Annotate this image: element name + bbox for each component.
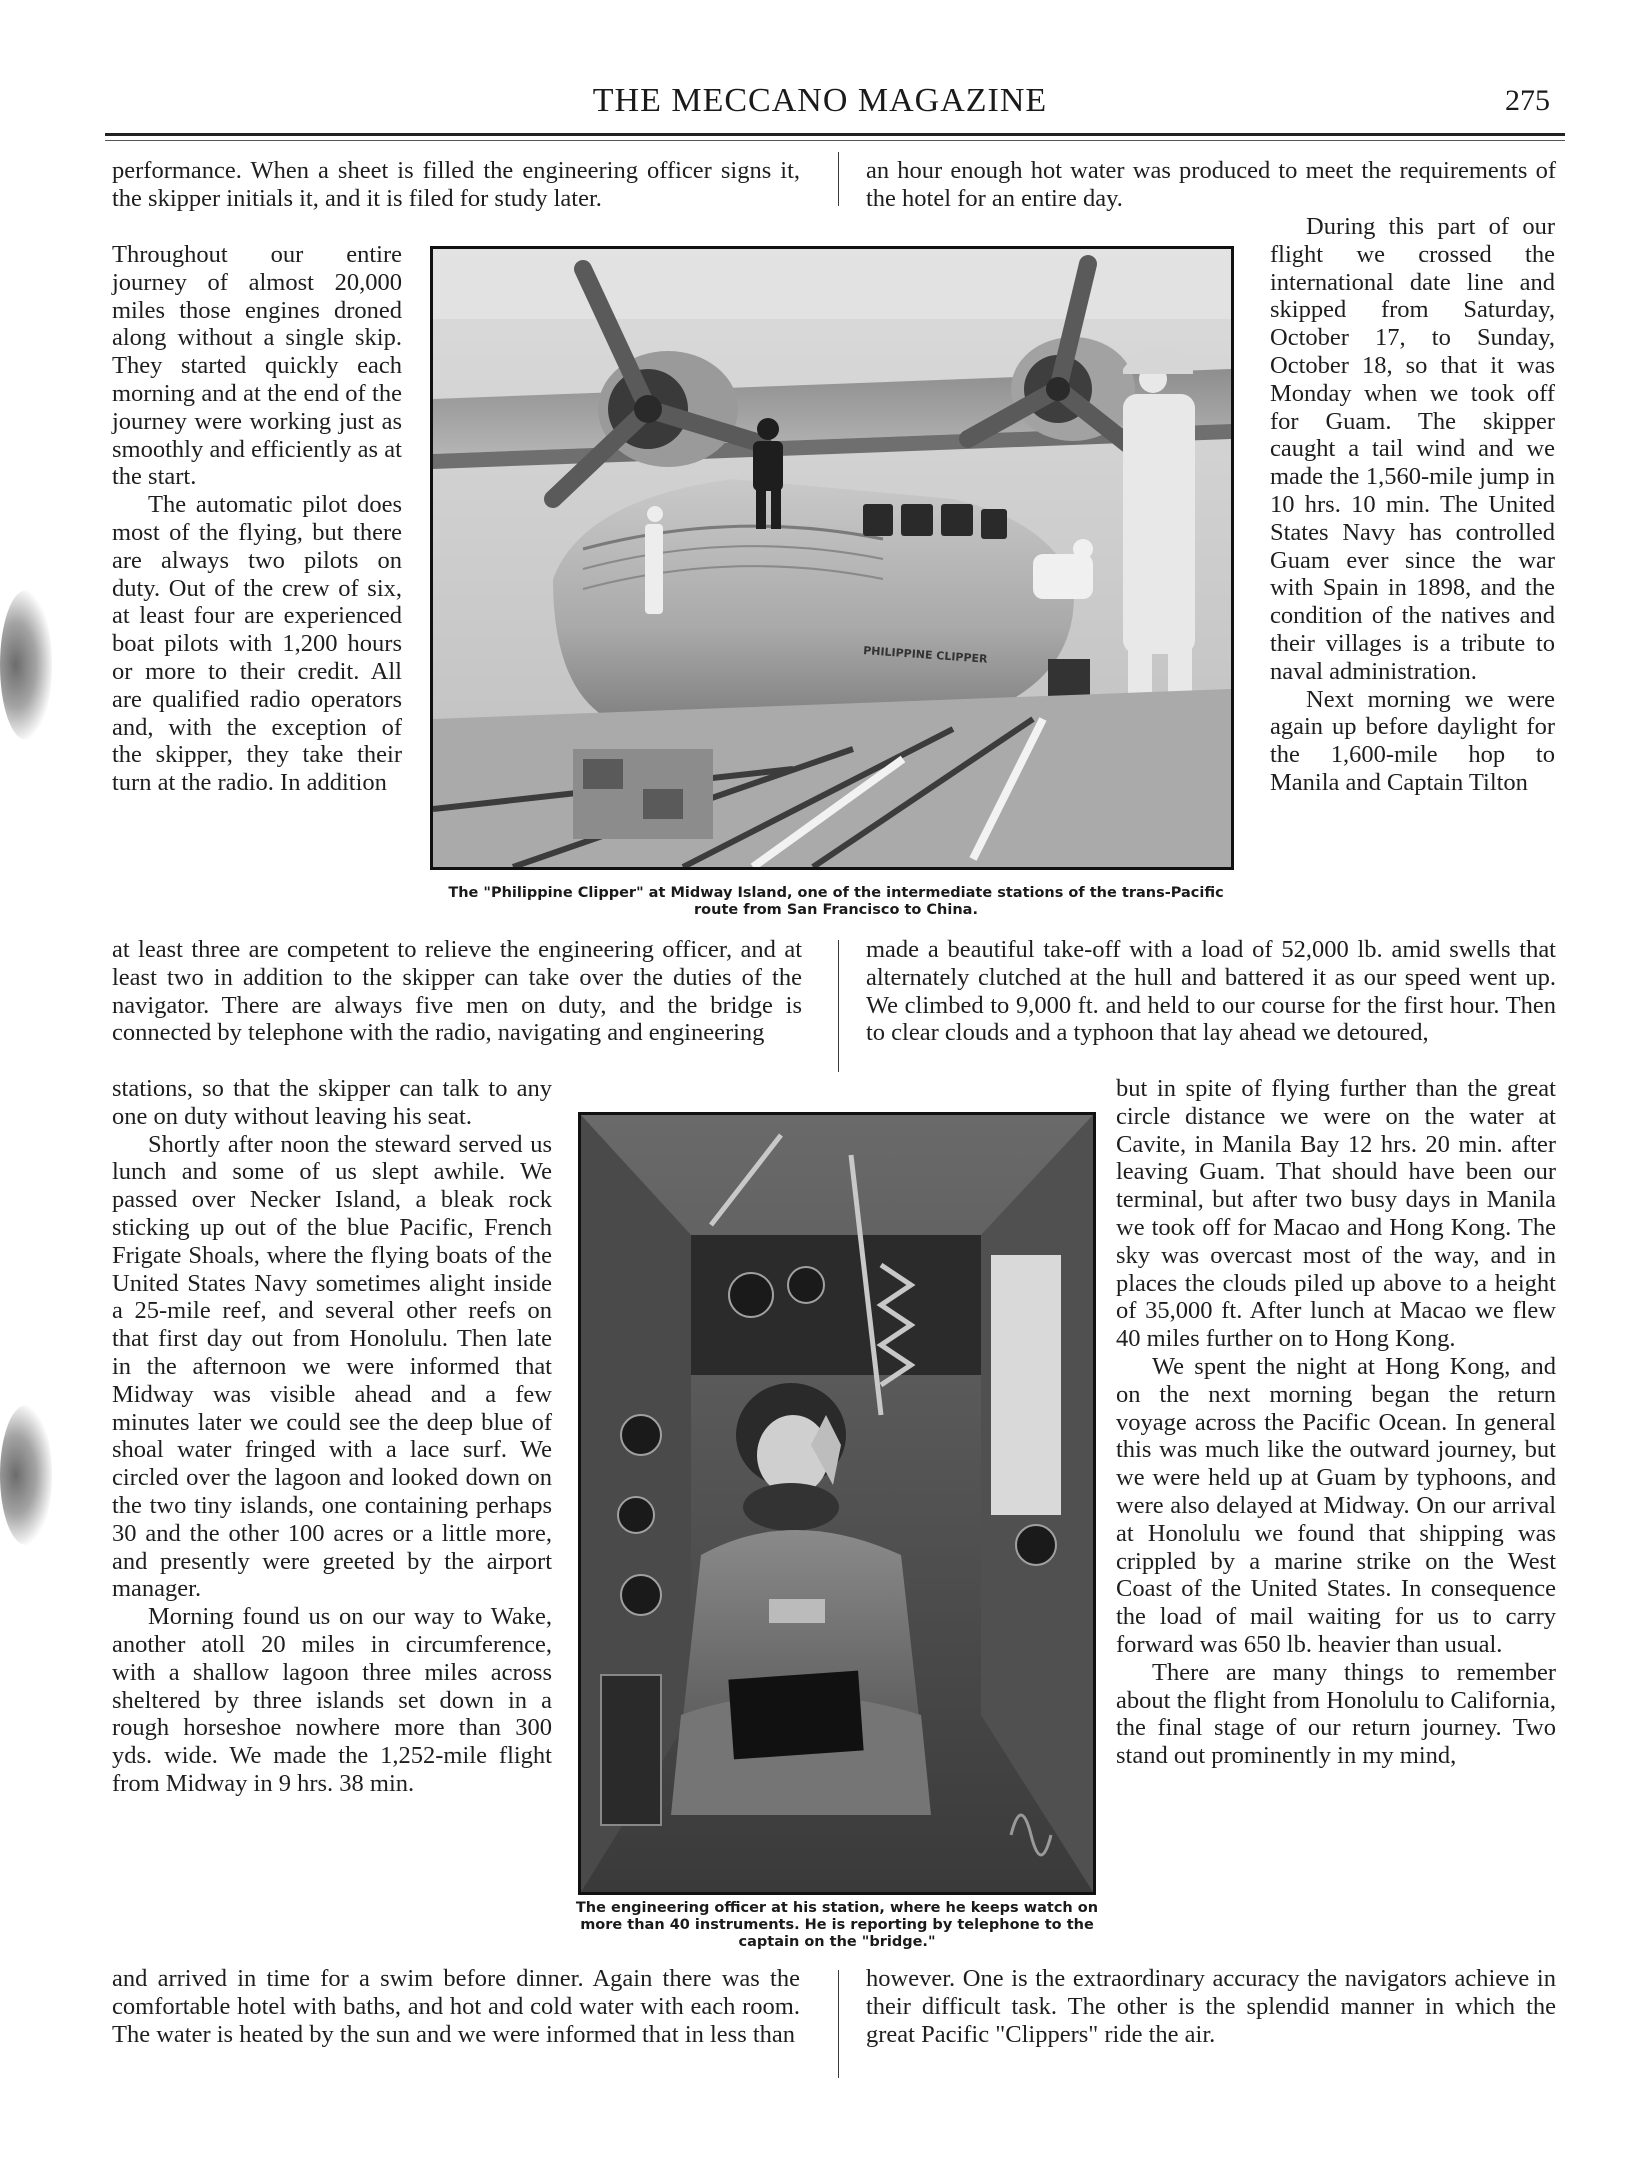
paragraph: The automatic pilot does most of the flying, but there are always two pilots on duty. Out of the crew of six, at least four are experienced boat pilots with 1,200 hours or more to their credit. All are qualified radio operators and, with the exception of the skipper, they take their turn at the radio. In addition (112, 491, 402, 797)
paragraph: Next morning we were again up before daylight for the 1,600-mile hop to Manila and Captain Tilton (1270, 685, 1555, 796)
paragraph: an hour enough hot water was produced to meet the requirements of the hotel for an entire day. (866, 157, 1556, 212)
text-block-right-narrow (1270, 213, 1555, 797)
paragraph: We spent the night at Hong Kong, and on the next morning began the return voyage across the Pacific Ocean. In general this was much like the outward journey, but we were held up at Guam by typhoons, and were also delayed at Midway. On our arrival at Honolulu we found that shipping was crippled by a marine strike on the West Coast of the United States. In consequence the load of mail waiting for us to carry forward was 650 lb. heavier than usual. (1116, 1352, 1556, 1658)
paragraph: however. One is the extraordinary accuracy the navigators achieve in their difficult task. The other is the splendid manner in which the great Pacific "Clippers" ride the air. (866, 1965, 1556, 2048)
text-block-right-top (866, 157, 1556, 213)
paragraph: During this part of our flight we crossed the international date line and skipped from Saturday, October 17, to Sunday, October 18, so that it was Monday when we took off for Guam. The skipper caught a tail wind and we made the 1,560-mile jump in 10 hrs. 10 min. The United States Navy has controlled Guam ever since the war with Spain in 1898, and the condition of the natives and their villages is a tribute to naval administration. (1270, 213, 1555, 685)
paragraph: but in spite of flying further than the great circle distance we were on the water at Cavite, in Manila Bay 12 hrs. 20 min. after leaving Guam. That should have been our terminal, but after two busy days in Manila we took off for Macao and Hong Kong. The sky was overcast most of the way, and in places the clouds piled up above to a height of 35,000 ft. After lunch at Macao we flew 40 miles further on to Hong Kong. (1116, 1075, 1556, 1353)
hull-lettering: PHILIPPINE CLIPPER (862, 644, 988, 666)
paragraph: Throughout our entire journey of almost 20,000 miles those engines droned along without a single skip. They started quickly each morning and at the end of the journey were working just as smoothly and efficiently as at the start. (112, 241, 402, 491)
column-divider (838, 1970, 839, 2078)
engineer-photo-image (581, 1115, 1093, 1892)
clipper-photo-image (433, 249, 1231, 867)
header-rule-thin (105, 140, 1565, 141)
paragraph: Shortly after noon the steward served us lunch and some of us slept awhile. We passed over Necker Island, a bleak rock sticking up out of the blue Pacific, French Frigate Shoals, where the flying boats of the United States Navy sometimes alight inside a 25-mile reef, and several other reefs on that first day out from Honolulu. Then late in the afternoon we were informed that Midway was visible ahead and a few minutes later we could see the deep blue of shoal water fringed with a lace surf. We circled over the lagoon and looked down on the two tiny islands, one containing perhaps 30 and the other 100 acres or a little more, and presently were greeted by the airport manager. (112, 1130, 552, 1603)
clipper-photo (430, 246, 1234, 870)
magazine-title: THE MECCANO MAGAZINE (592, 82, 1048, 119)
text-block-right-bottom (866, 1965, 1556, 2048)
text-block-right-wide (866, 936, 1556, 1047)
paragraph: made a beautiful take-off with a load of 52,000 lb. amid swells that alternately clutched at the hull and battered it as our speed went up. We climbed to 9,000 ft. and held to our course for the first hour. Then to clear clouds and a typhoon that lay ahead we detoured, (866, 936, 1556, 1047)
paragraph: at least three are competent to relieve the engineering officer, and at least two in addition to the skipper can take over the duties of the navigator. There are always five men on duty, and the bridge is connected by telephone with the radio, navigating and engineering (112, 936, 802, 1047)
paragraph: Morning found us on our way to Wake, another atoll 20 miles in circumference, with a shallow lagoon three miles across sheltered by three islands set down in a rough horseshoe nowhere more than 300 yds. wide. We made the 1,252-mile flight from Midway in 9 hrs. 38 min. (112, 1603, 552, 1797)
column-divider (838, 940, 839, 1072)
engineer-photo (578, 1112, 1096, 1895)
paragraph: stations, so that the skipper can talk to any one on duty without leaving his seat. (112, 1075, 552, 1130)
text-block-left-top (112, 157, 800, 213)
clipper-photo-caption: The "Philippine Clipper" at Midway Island, one of the intermediate stations of the trans-Pacific route from San Francisco to China. (448, 885, 1224, 918)
page-number: 275 (1505, 84, 1550, 117)
scan-margin-mark (0, 590, 52, 740)
paragraph: and arrived in time for a swim before dinner. Again there was the comfortable hotel with baths, and hot and cold water with each room. The water is heated by the sun and we were informed that in less than (112, 1965, 800, 2048)
paragraph: There are many things to remember about the flight from Honolulu to California, the final stage of our return journey. Two stand out prominently in my mind, (1116, 1658, 1556, 1770)
column-divider (838, 152, 839, 206)
text-block-left-medium (112, 1075, 552, 1798)
engineer-photo-caption: The engineering officer at his station, where he keeps watch on more than 40 instruments. He is reporting by telephone to the captain on the "bridge." (575, 1900, 1099, 1950)
paragraph: performance. When a sheet is filled the engineering officer signs it, the skipper initials it, and it is filed for study later. (112, 157, 800, 212)
header-rule (105, 133, 1565, 136)
text-block-left-narrow (112, 241, 402, 797)
text-block-right-medium (1116, 1075, 1556, 1770)
scan-margin-mark (0, 1405, 52, 1545)
text-block-left-wide (112, 936, 802, 1047)
text-block-left-bottom (112, 1965, 800, 2048)
